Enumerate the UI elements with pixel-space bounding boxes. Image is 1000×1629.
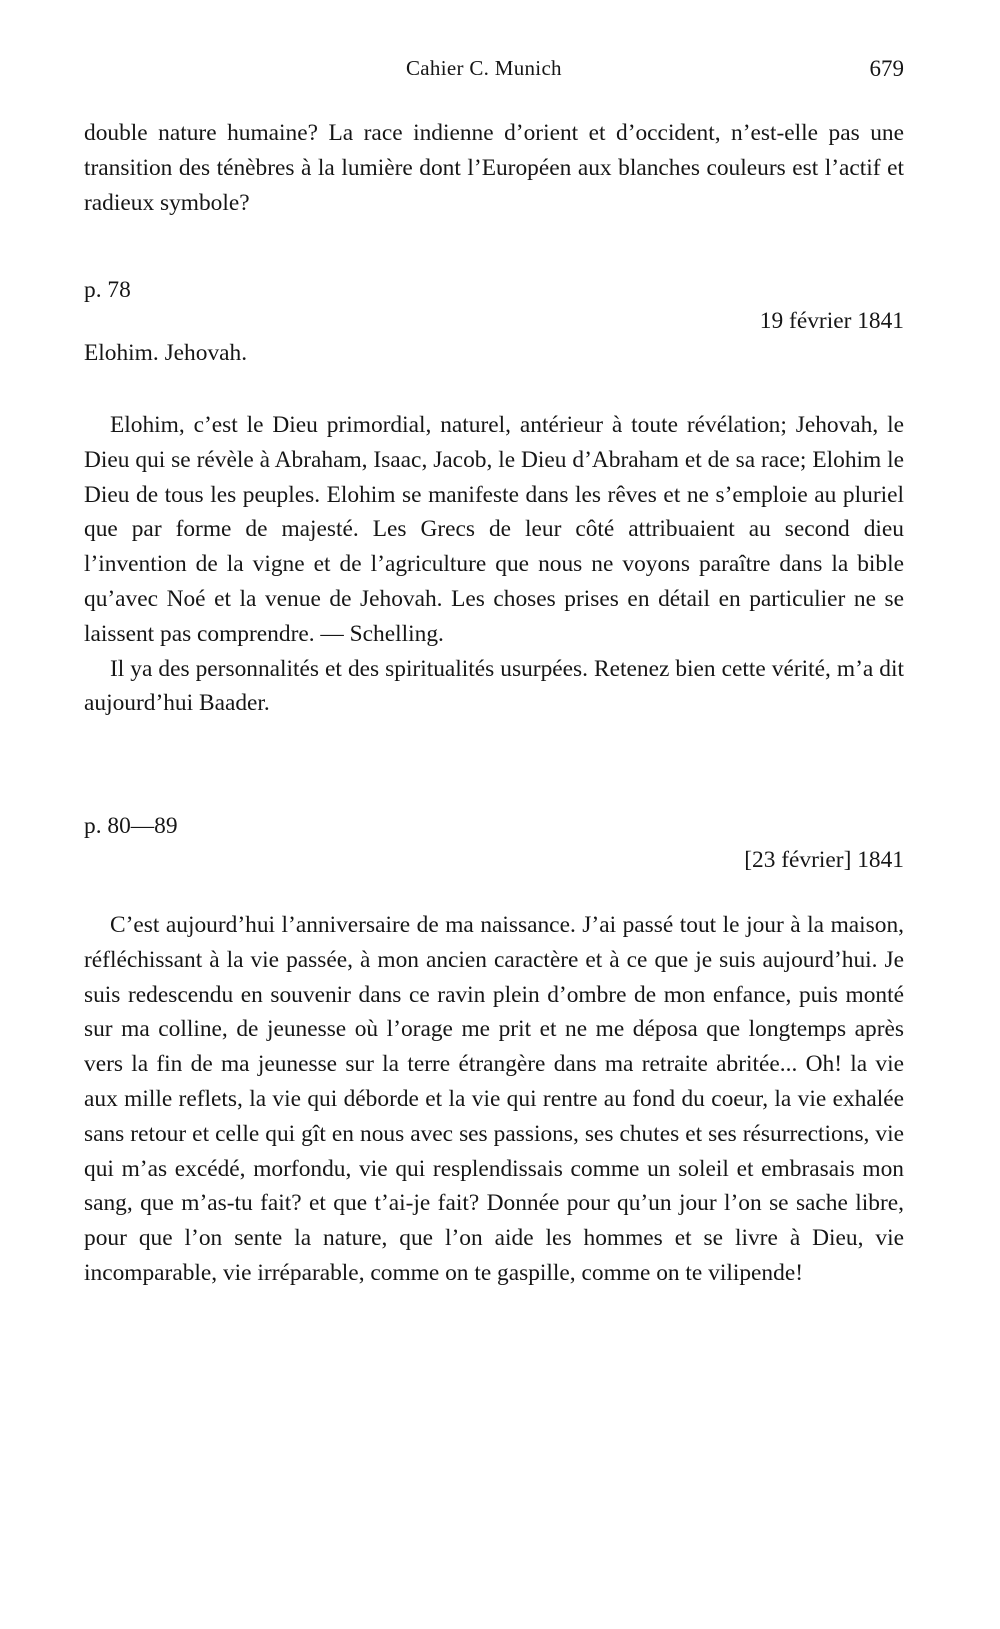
entry-1-date: 19 février 1841 — [759, 308, 904, 334]
entry-1-paragraph-2: Il ya des personnalités et des spiritualités usurpées. Retenez bien cette vérité, m’a dit aujourd’hui Baader. — [84, 655, 904, 717]
entry-1-paragraph-1: Elohim, c’est le Dieu primordial, naturel, antérieur à toute révélation; Jehovah, le Dieu qui se révèle à Abraham, Isaac, Jacob, le Dieu d’Abraham et de sa race; Elohim le Dieu de tous les peuples. Elohim se manifeste dans les rêves et ne s’emploie au pluriel que par forme de majesté. Les Grecs de leur côté attribuaient au second dieu l’invention de la vigne et de l’agriculture que nous ne voyons paraître dans la bible qu’avec Noé et la venue de Jehovah. Les choses prises en détail en particulier ne se laissent pas comprendre. — Schelling. — [84, 412, 904, 647]
running-header — [84, 56, 904, 86]
entry-2-paragraph-1: C’est aujourd’hui l’anniversaire de ma naissance. J’ai passé tout le jour à la maison, réfléchissant à la vie passée, à mon ancien caractère et à ce que je suis aujourd’hui. Je suis redescendu en souvenir dans ce ravin plein d’ombre de mon enfance, puis monté sur ma colline, de jeunesse où l’orage me prit et ne me déposa que longtemps après vers la fin de ma jeunesse sur la terre étrangère dans ma retraite abritée... Oh! la vie aux mille reflets, la vie qui déborde et la vie qui rentre au fond du coeur, la vie exhalée sans retour et celle qui gît en nous avec ses passions, ses chutes et ses résurrections, vie qui m’as excédé, morfondu, vie qui resplendissais comme un soleil et embrasais mon sang, que m’as-tu fait? et que t’ai-je fait? Donnée pour qu’un jour l’on se sache libre, pour que l’on sente la nature, que l’on aide les hommes et se livre à Dieu, vie incomparable, vie irréparable, comme on te gaspille, comme on te vilipende! — [84, 912, 904, 1286]
entry-1-page-reference: p. 78 — [84, 277, 131, 303]
entry-2-page-reference: p. 80—89 — [84, 813, 178, 839]
running-title: Cahier C. Munich — [406, 56, 562, 80]
entry-1-body — [84, 408, 904, 721]
document-page — [84, 0, 904, 1629]
entry-2-body — [84, 908, 904, 1291]
page-number: 679 — [869, 56, 904, 81]
entry-2-date: [23 février] 1841 — [744, 847, 904, 873]
continued-paragraph: double nature humaine? La race indienne d’orient et d’occident, n’est-elle pas une transition des ténèbres à la lumière dont l’Européen aux blanches couleurs est l’actif et radieux symbole? — [84, 120, 904, 216]
entry-1-heading: Elohim. Jehovah. — [84, 340, 248, 366]
